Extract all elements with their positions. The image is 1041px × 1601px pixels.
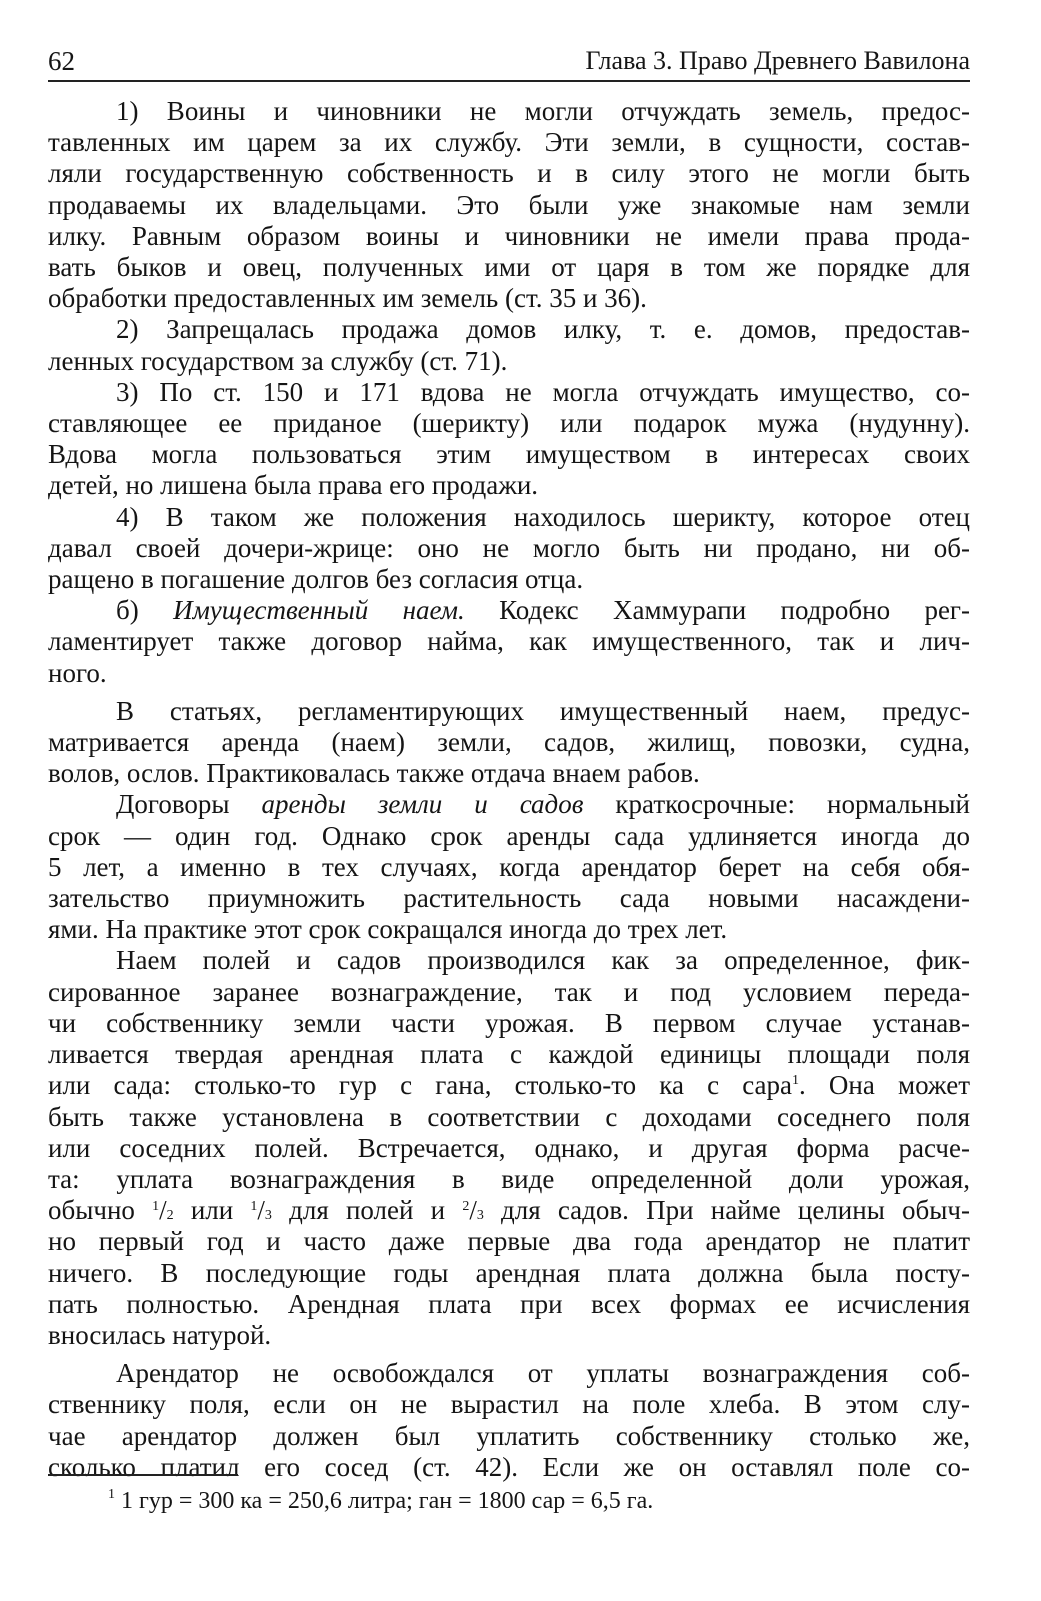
text-run: Договоры bbox=[116, 789, 262, 820]
text-line: ями. На практике этот срок сокращался иногда до трех лет. bbox=[48, 914, 728, 945]
text-line bbox=[48, 789, 970, 820]
footnote-text: 1 гур = 300 ка = 250,6 литра; ган = 1800 сар = 6,5 га. bbox=[121, 1488, 654, 1514]
page-number: 62 bbox=[48, 46, 75, 76]
text-line: срок — один год. Однако срок аренды сада удлиняется иногда до bbox=[48, 820, 970, 851]
text-line: сколько платил его сосед (ст. 42). Если же он оставлял поле со- bbox=[48, 1451, 970, 1482]
footnote bbox=[108, 1486, 653, 1516]
footnote-separator bbox=[48, 1474, 238, 1476]
text-line: продаваемы их владельцами. Это были уже знакомые нам земли bbox=[48, 189, 970, 220]
text-line: чае арендатор должен был уплатить собственнику столько же, bbox=[48, 1420, 970, 1451]
text-run: Кодекс Хаммурапи подробно рег- bbox=[464, 595, 970, 626]
text-line: волов, ослов. Практиковалась также отдача внаем рабов. bbox=[48, 758, 700, 789]
text-line: ливается твердая арендная плата с каждой единицы площади поля bbox=[48, 1039, 970, 1070]
text-line: та: уплата вознаграждения в виде определенной доли урожая, bbox=[48, 1163, 970, 1194]
text-line: сированное заранее вознаграждение, так и под условием переда- bbox=[48, 976, 970, 1007]
text-run: краткосрочные: нормальный bbox=[583, 789, 970, 820]
paragraph bbox=[48, 696, 970, 790]
text-line: Вдова могла пользоваться этим имуществом в интересах своих bbox=[48, 439, 970, 470]
footnote-ref: 1 bbox=[792, 1073, 800, 1089]
text-line bbox=[48, 1195, 970, 1226]
text-line: вносилась натурой. bbox=[48, 1319, 272, 1350]
text-line: 3) По ст. 150 и 171 вдова не могла отчуждать имущество, со- bbox=[116, 376, 970, 407]
text-line: или соседних полей. Встречается, однако, и другая форма расче- bbox=[48, 1132, 970, 1163]
text-run: или сада: столько-то гур с гана, столько-то ка с сара bbox=[48, 1070, 793, 1101]
text-line: 4) В таком же положения находилось шерикту, которое отец bbox=[116, 501, 970, 532]
text-run: для садов. При найме целины обыч- bbox=[501, 1195, 970, 1226]
text-line: зательство приумножить растительность сада новыми насаждени- bbox=[48, 883, 970, 914]
italic-term: Имущественный наем. bbox=[173, 595, 465, 626]
text-line: В статьях, регламентирующих имущественный наем, предус- bbox=[116, 695, 970, 726]
paragraph bbox=[48, 96, 970, 314]
text-line: ляли государственную собственность и в силу этого не могли быть bbox=[48, 158, 970, 189]
text-line: тавленных им царем за их службу. Эти земли, в сущности, состав- bbox=[48, 127, 970, 158]
text-line: но первый год и часто даже первые два года арендатор не платит bbox=[48, 1226, 970, 1257]
paragraph bbox=[48, 314, 970, 376]
paragraph bbox=[48, 595, 970, 689]
text-line: ственнику поля, если он не вырастил на поле хлеба. В этом слу- bbox=[48, 1389, 970, 1420]
paragraph bbox=[48, 377, 970, 502]
text-line: илку. Равным образом воины и чиновники не имели права прода- bbox=[48, 220, 970, 251]
text-line: Арендатор не освобождался от уплаты вознаграждения соб- bbox=[116, 1358, 970, 1389]
text-line: 1) Воины и чиновники не могли отчуждать земель, предос- bbox=[116, 96, 970, 126]
running-title: Глава 3. Право Древнего Вавилона bbox=[585, 46, 970, 75]
text-line bbox=[48, 1070, 970, 1101]
text-run: б) bbox=[116, 595, 174, 626]
text-run: обычно bbox=[48, 1195, 135, 1226]
text-line: ламентирует также договор найма, как имущественного, так и лич- bbox=[48, 626, 970, 657]
text-run: . Она может bbox=[799, 1070, 970, 1101]
text-line: детей, но лишена была права его продажи. bbox=[48, 470, 539, 501]
text-line: вать быков и овец, полученных ими от царя в том же порядке для bbox=[48, 252, 970, 283]
text-line: пать полностью. Арендная плата при всех формах ее исчисления bbox=[48, 1288, 970, 1319]
footnote-marker: 1 bbox=[108, 1487, 115, 1502]
text-line: 5 лет, а именно в тех случаях, когда арендатор берет на себя обя- bbox=[48, 851, 970, 882]
text-line: ращено в погашение долгов без согласия отца. bbox=[48, 564, 584, 595]
text-line: быть также установлена в соответствии с доходами соседнего поля bbox=[48, 1101, 970, 1132]
text-line: ставляющее ее приданое (шерикту) или подарок мужа (нудунну). bbox=[48, 408, 970, 439]
italic-term: аренды земли и садов bbox=[261, 789, 584, 820]
text-line: ного. bbox=[48, 657, 107, 688]
paragraph bbox=[48, 1358, 970, 1483]
page-header bbox=[48, 40, 970, 82]
paragraph bbox=[48, 945, 970, 1351]
text-line: чи собственнику земли части урожая. В первом случае устанав- bbox=[48, 1007, 970, 1038]
text-run: или bbox=[190, 1195, 234, 1226]
text-line: ленных государством за службу (ст. 71). bbox=[48, 345, 508, 376]
text-line bbox=[48, 595, 970, 626]
paragraph bbox=[48, 502, 970, 596]
fraction: $^1$/3 bbox=[250, 1195, 272, 1226]
text-line: матривается аренда (наем) земли, садов, жилищ, повозки, судна, bbox=[48, 727, 970, 758]
fraction: $^1$/2 bbox=[152, 1195, 174, 1226]
text-run: для полей и bbox=[289, 1195, 446, 1226]
text-line: ничего. В последующие годы арендная плата должна была посту- bbox=[48, 1257, 970, 1288]
text-line: обработки предоставленных им земель (ст. 35 и 36). bbox=[48, 283, 647, 314]
text-line: давал своей дочери-жрице: оно не могло быть ни продано, ни об- bbox=[48, 532, 970, 563]
body-text bbox=[48, 96, 970, 1483]
text-line: Наем полей и садов производился как за определенное, фик- bbox=[116, 945, 970, 976]
paragraph bbox=[48, 789, 970, 945]
fraction: $^2$/3 bbox=[462, 1195, 484, 1226]
text-line: 2) Запрещалась продажа домов илку, т. е. домов, предостав- bbox=[116, 314, 970, 345]
